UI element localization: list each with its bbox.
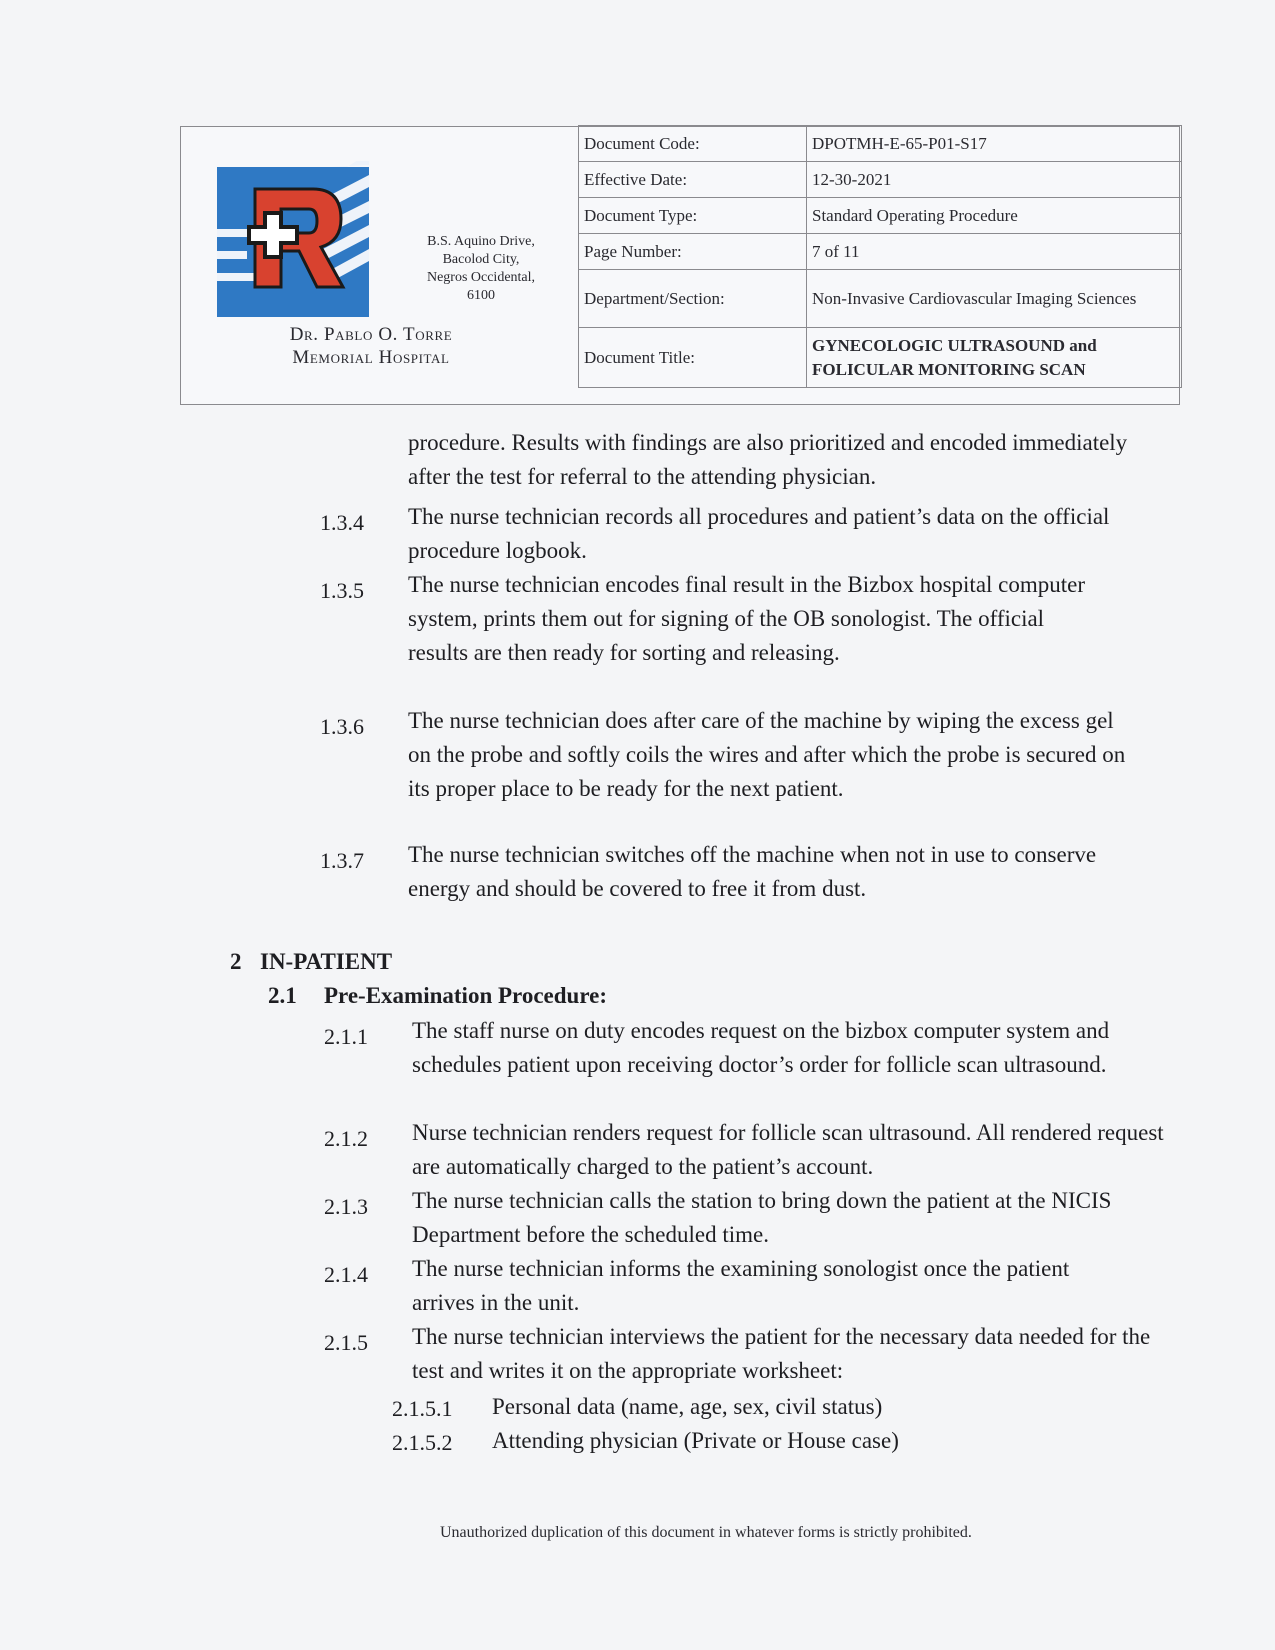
item-number: 1.3.6 bbox=[320, 714, 364, 739]
meta-row bbox=[579, 234, 1182, 270]
item-number: 1.3.4 bbox=[320, 510, 364, 535]
meta-label: Page Number: bbox=[579, 234, 807, 270]
hospital-address bbox=[413, 233, 549, 305]
list-item-text: The nurse technician does after care of the machine by wiping the excess gel on the probe and softly coils the wires and after which the probe is secured on its proper place to be ready for the next patient. bbox=[408, 708, 1126, 801]
meta-value: Standard Operating Procedure bbox=[807, 198, 1182, 234]
meta-label: Document Type: bbox=[579, 198, 807, 234]
list-item-text: Attending physician (Private or House case) bbox=[492, 1428, 899, 1453]
list-item-text: The nurse technician encodes final result in the Bizbox hospital computer system, prints them out for signing of the OB sonologist. The official results are then ready for sorting and releasing. bbox=[408, 572, 1086, 665]
item-number: 2.1.1 bbox=[324, 1024, 368, 1049]
meta-row bbox=[579, 328, 1182, 388]
meta-row bbox=[579, 162, 1182, 198]
item-number: 2.1.4 bbox=[324, 1262, 368, 1287]
item-number: 1.3.5 bbox=[320, 578, 364, 603]
item-number: 2.1.5.2 bbox=[392, 1430, 453, 1455]
hospital-logo bbox=[209, 161, 379, 321]
document-header bbox=[180, 126, 1180, 405]
list-item-text: The nurse technician interviews the patient for the necessary data needed for the test and writes it on the appropriate worksheet: bbox=[412, 1324, 1151, 1383]
hospital-name-line1: Dr. Pablo O. Torre bbox=[289, 324, 453, 345]
meta-label: Document Code: bbox=[579, 126, 807, 162]
hospital-logo-icon bbox=[209, 161, 379, 321]
meta-label: Effective Date: bbox=[579, 162, 807, 198]
item-number: 2.1.5 bbox=[324, 1330, 368, 1355]
list-item-text: The staff nurse on duty encodes request on the bizbox computer system and schedules patient upon receiving doctor’s order for follicle scan ultrasound. bbox=[412, 1018, 1110, 1077]
address-line: 6100 bbox=[467, 288, 495, 303]
continuation-paragraph: procedure. Results with findings are also prioritized and encoded immediately after the test for referral to the attending physician. bbox=[408, 430, 1128, 489]
meta-row bbox=[579, 270, 1182, 328]
meta-value: 7 of 11 bbox=[807, 234, 1182, 270]
item-number: 2.1.3 bbox=[324, 1194, 368, 1219]
list-item-text: The nurse technician switches off the machine when not in use to conserve energy and should be covered to free it from dust. bbox=[408, 842, 1097, 901]
meta-value: DPOTMH-E-65-P01-S17 bbox=[807, 126, 1182, 162]
list-item-text: Nurse technician renders request for follicle scan ultrasound. All rendered request are automatically charged to the patient’s account. bbox=[412, 1120, 1164, 1179]
address-line: Bacolod City, bbox=[442, 252, 520, 267]
meta-row bbox=[579, 198, 1182, 234]
meta-value: 12-30-2021 bbox=[807, 162, 1182, 198]
meta-label: Document Title: bbox=[579, 328, 807, 388]
meta-label: Department/Section: bbox=[579, 270, 807, 328]
hospital-name bbox=[181, 323, 561, 369]
section-title: IN-PATIENT bbox=[260, 949, 393, 974]
meta-row bbox=[579, 126, 1182, 162]
address-line: Negros Occidental, bbox=[426, 270, 536, 285]
list-item-text: Personal data (name, age, sex, civil status) bbox=[492, 1394, 883, 1419]
hospital-name-line2: Memorial Hospital bbox=[292, 347, 450, 368]
meta-value: Non-Invasive Cardiovascular Imaging Sciences bbox=[807, 270, 1182, 328]
document-title: GYNECOLOGIC ULTRASOUND and FOLICULAR MONITORING SCAN bbox=[807, 328, 1182, 388]
section-number: 2 bbox=[230, 949, 242, 974]
subsection-number: 2.1 bbox=[268, 983, 297, 1008]
footer-notice: Unauthorized duplication of this document in whatever forms is strictly prohibited. bbox=[440, 1524, 972, 1541]
item-number: 1.3.7 bbox=[320, 848, 364, 873]
item-number: 2.1.2 bbox=[324, 1126, 368, 1151]
list-item-text: The nurse technician informs the examining sonologist once the patient arrives in the unit. bbox=[412, 1256, 1070, 1315]
item-number: 2.1.5.1 bbox=[392, 1396, 453, 1421]
list-item-text: The nurse technician records all procedures and patient’s data on the official procedure logbook. bbox=[408, 504, 1110, 563]
address-line: B.S. Aquino Drive, bbox=[427, 234, 535, 249]
list-item-text: The nurse technician calls the station to bring down the patient at the NICIS Department before the scheduled time. bbox=[412, 1188, 1112, 1247]
subsection-title: Pre-Examination Procedure: bbox=[324, 983, 607, 1008]
document-meta-table bbox=[578, 125, 1182, 388]
